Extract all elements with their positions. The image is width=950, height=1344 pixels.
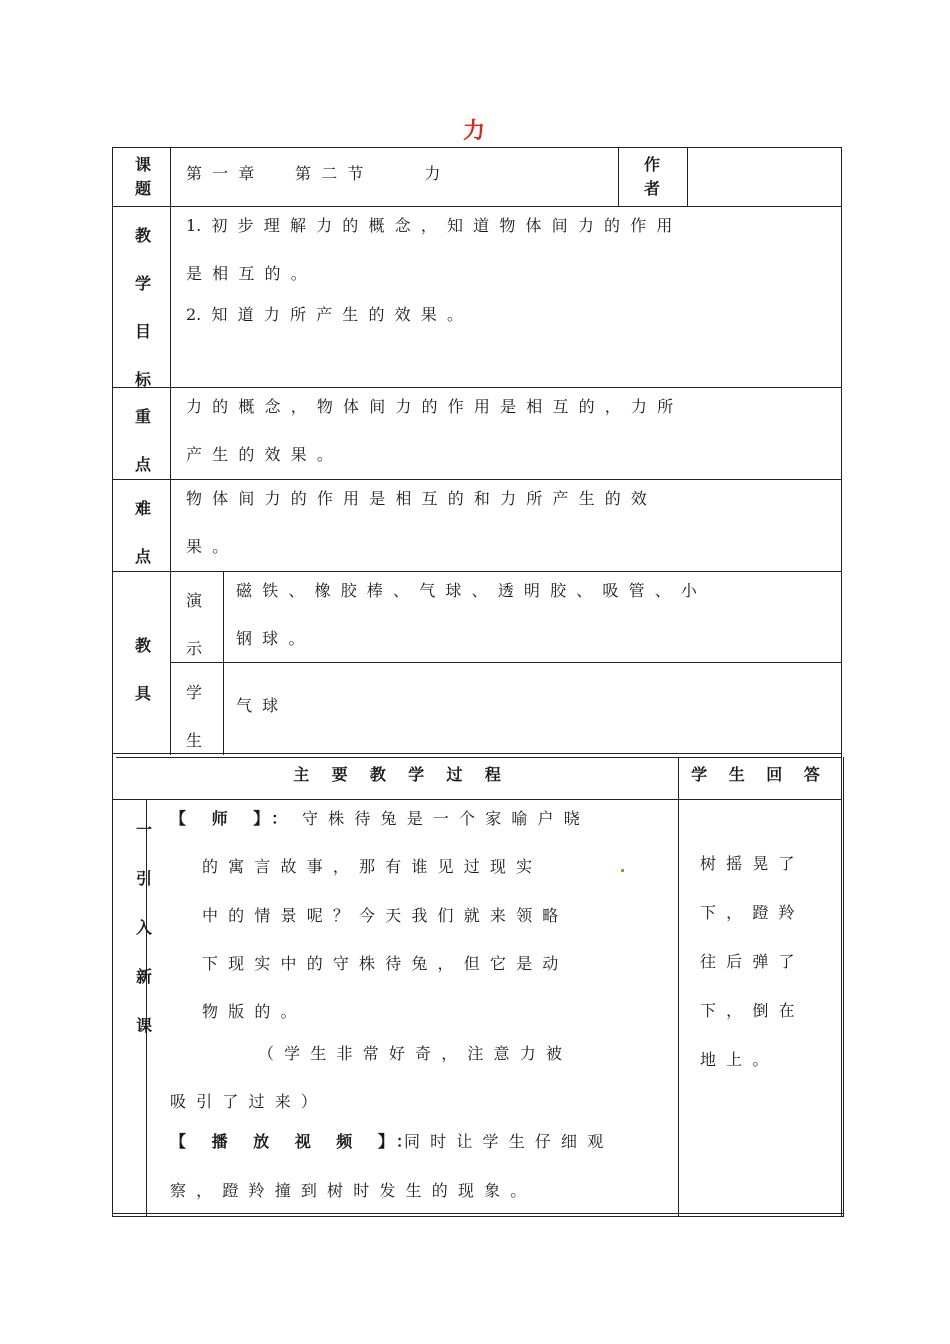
tools-label: 教 具 xyxy=(134,636,151,703)
topic-value: 第 一 章 第 二 节 力 xyxy=(186,164,441,183)
video-tag: 【 播 放 视 频 】： xyxy=(170,1132,422,1151)
difficulties-line: 果 。 xyxy=(186,537,229,556)
answer-line: 下 ， 倒 在 xyxy=(700,1001,795,1020)
note-line: （ 学 生 非 常 好 奇 ， 注 意 力 被 xyxy=(258,1044,562,1063)
key-points-line: 力 的 概 念 ， 物 体 间 力 的 作 用 是 相 互 的 ， 力 所 xyxy=(186,397,674,416)
demo-label: 演 示 xyxy=(186,591,203,658)
teacher-line: 物 版 的 。 xyxy=(202,1002,297,1021)
student-answer-header: 学 生 回 答 xyxy=(691,765,828,784)
main-process-header: 主 要 教 学 过 程 xyxy=(293,765,501,784)
demo-line: 磁 铁 、 橡 胶 棒 、 气 球 、 透 明 胶 、 吸 管 、 小 xyxy=(236,581,697,600)
answer-line: 往 后 弹 了 xyxy=(700,952,795,971)
objective-line: 是 相 互 的 。 xyxy=(186,264,307,283)
difficulties-label: 难 点 xyxy=(134,499,151,566)
key-points-line: 产 生 的 效 果 。 xyxy=(186,445,333,464)
objective-line: 1. 初 步 理 解 力 的 概 念 ， 知 道 物 体 间 力 的 作 用 xyxy=(186,216,673,235)
teacher-line: 中 的 情 景 呢 ？ 今 天 我 们 就 来 领 略 xyxy=(202,906,559,925)
note-line: 吸 引 了 过 来 ） xyxy=(170,1092,317,1111)
objectives-label: 教 学 目 标 xyxy=(134,226,151,389)
difficulties-line: 物 体 间 力 的 作 用 是 相 互 的 和 力 所 产 生 的 效 xyxy=(186,489,647,508)
demo-line: 钢 球 。 xyxy=(236,629,305,648)
answer-line: 下 ， 蹬 羚 xyxy=(700,903,795,922)
teacher-line: 的 寓 言 故 事 ， 那 有 谁 见 过 现 实 xyxy=(202,857,533,876)
topic-label: 课 题 xyxy=(134,155,151,198)
key-points-label: 重 点 xyxy=(134,407,151,474)
answer-line: 树 摇 晃 了 xyxy=(700,854,795,873)
student-tools-value: 气 球 xyxy=(236,696,279,715)
teacher-line: 下 现 实 中 的 守 株 待 兔 ， 但 它 是 动 xyxy=(202,954,559,973)
section-label: 一 引 入 新 课 xyxy=(135,820,152,1035)
objective-line: 2. 知 道 力 所 产 生 的 效 果 。 xyxy=(186,305,463,324)
teacher-line: 守 株 待 兔 是 一 个 家 喻 户 晓 xyxy=(302,809,580,828)
answer-line: 地 上 。 xyxy=(700,1050,769,1069)
student-tools-label: 学 生 xyxy=(186,683,203,750)
teacher-tag: 【 师 】： xyxy=(170,809,298,828)
page-title: 力 xyxy=(462,119,487,144)
author-label: 作 者 xyxy=(643,155,660,198)
video-line: 察 ， 蹬 羚 撞 到 树 时 发 生 的 现 象 。 xyxy=(170,1181,527,1200)
video-line: 同 时 让 学 生 仔 细 观 xyxy=(404,1132,604,1151)
